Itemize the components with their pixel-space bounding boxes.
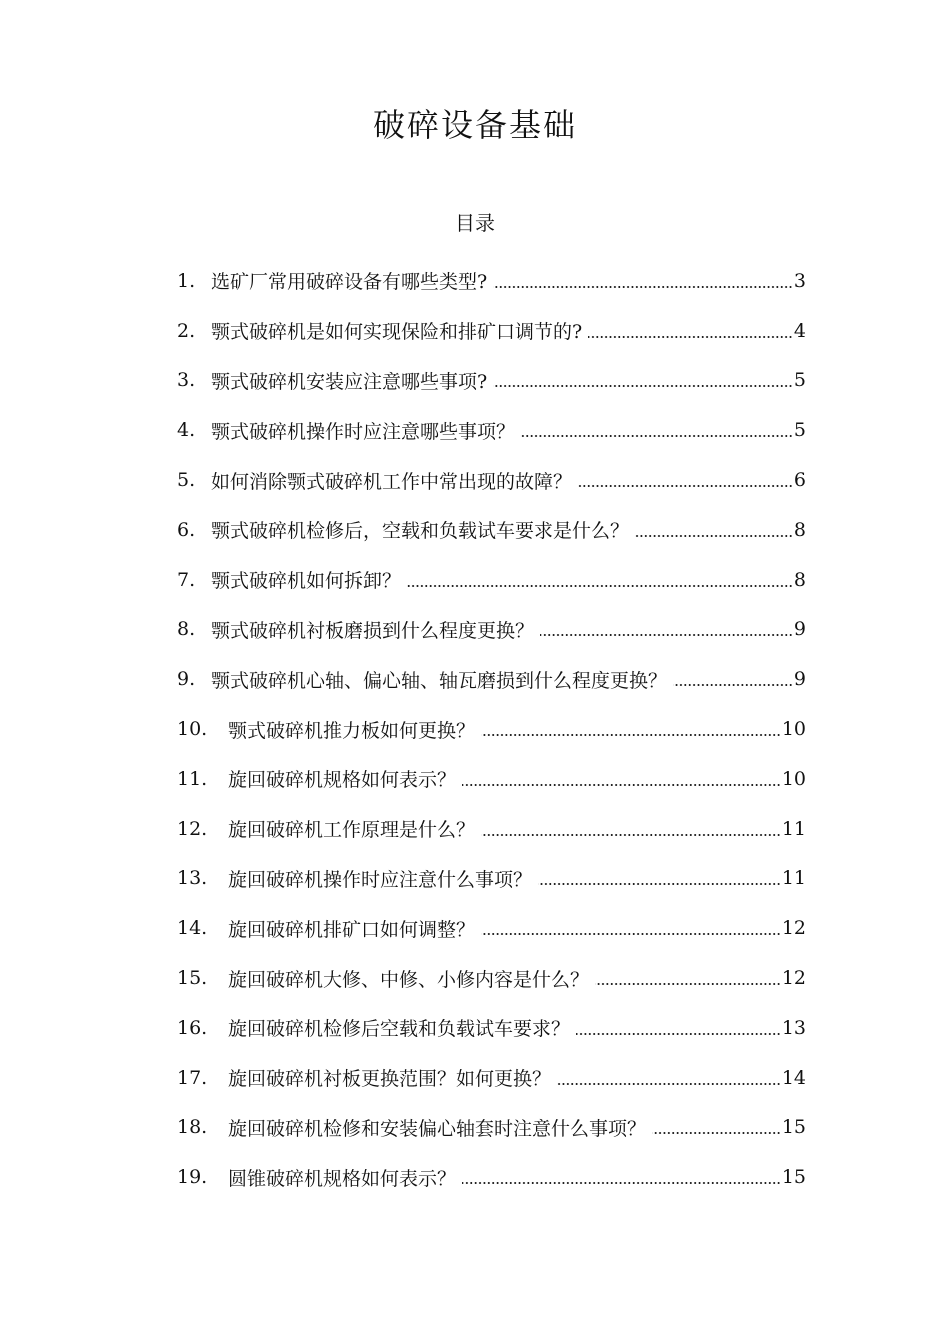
toc-entry-page: 9 (793, 618, 806, 641)
toc-entry-page: 3 (793, 269, 806, 292)
toc-entry-text: 旋回破碎机排矿口如何调整？ (228, 918, 476, 941)
toc-entry-text: 旋回破碎机操作时应注意什么事项？ (228, 868, 533, 891)
toc-dot-leader (635, 535, 793, 537)
toc-dot-leader (540, 634, 793, 636)
toc-entry-page: 12 (781, 967, 806, 990)
toc-entry-number: 12. (177, 817, 208, 840)
toc-entry-text: 旋回破碎机检修和安装偏心轴套时注意什么事项？ (228, 1117, 647, 1140)
toc-entry-number: 10. (177, 718, 208, 741)
toc-entry-page: 13 (781, 1016, 806, 1039)
toc-entry-text: 颚式破碎机检修后，空载和负载试车要求是什么？ (211, 520, 630, 543)
toc-entry-number: 7. (177, 568, 196, 591)
toc-dot-leader (588, 336, 793, 338)
toc-entry[interactable] (177, 306, 806, 356)
toc-entry[interactable] (177, 405, 806, 455)
toc-entry-page: 11 (781, 867, 806, 890)
toc-entry[interactable] (177, 1152, 806, 1202)
toc-entry-page: 5 (793, 369, 806, 392)
toc-dot-leader (462, 784, 781, 786)
toc-entry-text: 颚式破碎机衬板磨损到什么程度更换？ (211, 619, 535, 642)
toc-entry-text: 旋回破碎机检修后空载和负载试车要求？ (228, 1018, 571, 1041)
toc-dot-leader (652, 1132, 781, 1134)
toc-entry-number: 17. (177, 1066, 208, 1089)
table-of-contents (177, 256, 806, 1202)
toc-entry[interactable] (177, 605, 806, 655)
page-title: 破碎设备基础 (372, 106, 577, 144)
toc-entry-number: 1. (177, 269, 196, 292)
toc-entry-page: 15 (781, 1116, 806, 1139)
toc-entry[interactable] (177, 1003, 806, 1053)
toc-dot-leader (557, 1083, 781, 1085)
toc-entry-number: 14. (177, 917, 208, 940)
toc-entry-text: 颚式破碎机心轴、偏心轴、轴瓦磨损到什么程度更换？ (211, 669, 668, 692)
toc-entry-number: 8. (177, 618, 196, 641)
toc-entry[interactable] (177, 704, 806, 754)
toc-dot-leader (578, 485, 793, 487)
toc-entry-text: 旋回破碎机规格如何表示？ (228, 769, 457, 792)
toc-dot-leader (493, 385, 793, 387)
toc-entry-text: 颚式破碎机如何拆卸？ (211, 570, 402, 593)
toc-entry-page: 10 (781, 767, 806, 790)
toc-entry-number: 9. (177, 668, 196, 691)
toc-entry-page: 11 (781, 817, 806, 840)
toc-entry-text: 旋回破碎机衬板更换范围？如何更换？ (228, 1068, 552, 1091)
toc-entry-number: 19. (177, 1166, 208, 1189)
toc-entry[interactable] (177, 754, 806, 804)
toc-entry-page: 6 (793, 469, 806, 492)
toc-entry[interactable] (177, 804, 806, 854)
toc-entry-page: 14 (781, 1066, 806, 1089)
toc-entry[interactable] (177, 555, 806, 605)
toc-entry-page: 4 (793, 319, 806, 342)
toc-entry[interactable] (177, 854, 806, 904)
toc-entry-number: 4. (177, 419, 196, 442)
toc-entry-number: 5. (177, 469, 196, 492)
toc-entry-number: 11. (177, 767, 208, 790)
toc-dot-leader (493, 286, 793, 288)
toc-entry-number: 2. (177, 319, 196, 342)
toc-dot-leader (462, 1182, 781, 1184)
toc-entry[interactable] (177, 953, 806, 1003)
toc-dot-leader (407, 585, 793, 587)
toc-entry-text: 颚式破碎机推力板如何更换？ (228, 719, 476, 742)
toc-entry-number: 13. (177, 867, 208, 890)
toc-entry[interactable] (177, 455, 806, 505)
toc-entry-text: 旋回破碎机大修、中修、小修内容是什么？ (228, 968, 590, 991)
toc-entry-text: 如何消除颚式破碎机工作中常出现的故障？ (211, 470, 573, 493)
toc-dot-leader (481, 933, 781, 935)
toc-entry-text: 颚式破碎机操作时应注意哪些事项？ (211, 420, 516, 443)
toc-entry-number: 15. (177, 967, 208, 990)
toc-dot-leader (595, 983, 781, 985)
toc-heading: 目录 (455, 211, 495, 235)
toc-entry[interactable] (177, 654, 806, 704)
toc-entry-number: 3. (177, 369, 196, 392)
toc-entry[interactable] (177, 903, 806, 953)
toc-entry-text: 选矿厂常用破碎设备有哪些类型? (211, 271, 488, 294)
toc-entry-page: 8 (793, 568, 806, 591)
toc-entry[interactable] (177, 356, 806, 406)
toc-entry-text: 旋回破碎机工作原理是什么？ (228, 819, 476, 842)
toc-dot-leader (481, 834, 781, 836)
toc-entry-page: 5 (793, 419, 806, 442)
toc-entry-page: 8 (793, 518, 806, 541)
toc-entry[interactable] (177, 1103, 806, 1153)
toc-entry-text: 颚式破碎机是如何实现保险和排矿口调节的? (211, 321, 583, 344)
toc-dot-leader (576, 1033, 781, 1035)
toc-entry-number: 16. (177, 1016, 208, 1039)
toc-dot-leader (481, 734, 781, 736)
toc-entry-number: 6. (177, 518, 196, 541)
toc-entry-number: 18. (177, 1116, 208, 1139)
toc-entry[interactable] (177, 505, 806, 555)
toc-dot-leader (538, 883, 781, 885)
toc-dot-leader (521, 435, 793, 437)
toc-entry-page: 12 (781, 917, 806, 940)
toc-dot-leader (673, 684, 793, 686)
toc-entry-text: 圆锥破碎机规格如何表示？ (228, 1167, 457, 1190)
toc-entry[interactable] (177, 256, 806, 306)
toc-entry-page: 10 (781, 718, 806, 741)
toc-entry-page: 15 (781, 1166, 806, 1189)
toc-entry[interactable] (177, 1053, 806, 1103)
toc-entry-text: 颚式破碎机安装应注意哪些事项? (211, 370, 488, 393)
toc-entry-page: 9 (793, 668, 806, 691)
